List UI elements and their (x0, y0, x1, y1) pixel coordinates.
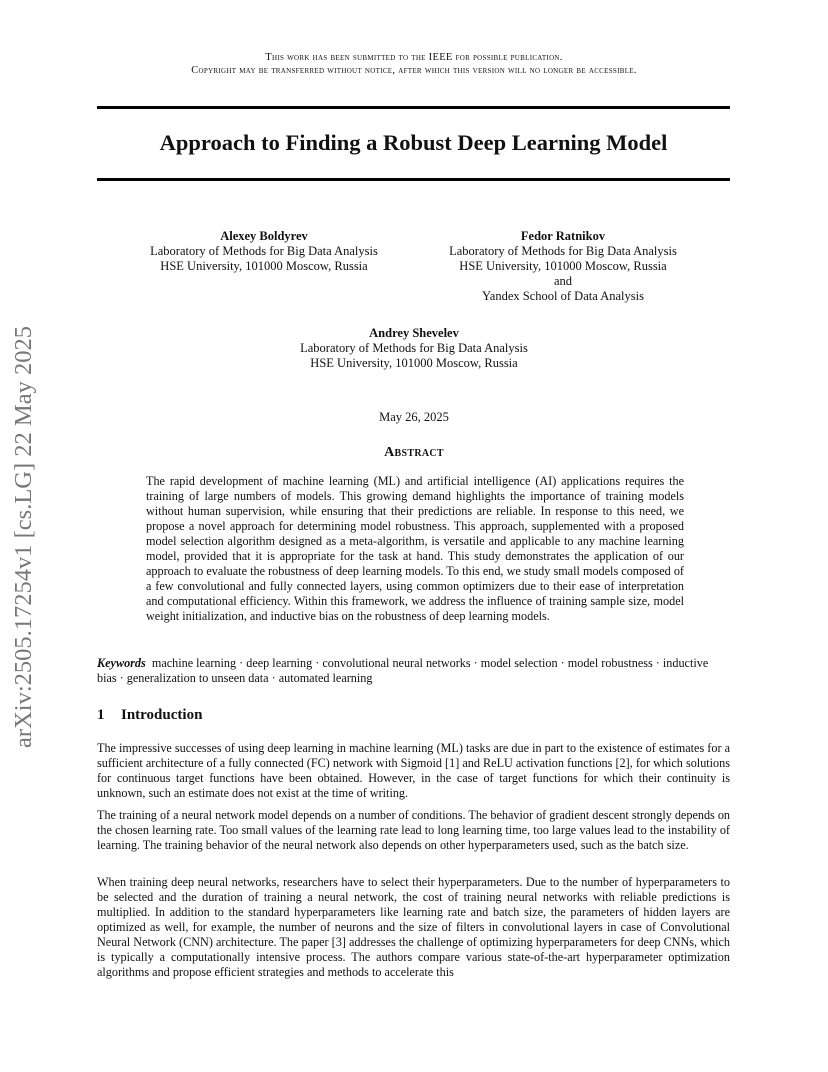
author-affiliation: and (553, 274, 573, 288)
author-name: Andrey Shevelev (369, 326, 459, 340)
author-name: Fedor Ratnikov (520, 229, 606, 243)
author-affiliation: Laboratory of Methods for Big Data Analysis (150, 244, 378, 258)
abstract-text: The rapid development of machine learning (ML) and artificial intelligence (AI) applications requires the training of large numbers of models. This growing demand highlights the importance of training models without human supervision, while ensuring that their predictions are reliable. In response to this need, we propose a novel approach for determining model robustness. This approach, supplemented with a proposed model selection algorithm designed as a meta-algorithm, is versatile and applicable to any machine learning model, provided that it is appropriate for the task at hand. This study demonstrates the application of our approach to evaluate the robustness of deep learning models. To this end, we study small models composed of a few convolutional and fully connected layers, using common optimizers due to their ease of interpretation and computational efficiency. Within this framework, we address the influence of training sample size, model weight initialization, and inductive bias on the robustness of deep learning models. (146, 474, 684, 623)
arxiv-identifier: arXiv:2505.17254v1 [cs.LG] 22 May 2025 (10, 326, 37, 748)
author-affiliation: HSE University, 101000 Moscow, Russia (310, 356, 518, 370)
author-name: Alexey Boldyrev (220, 229, 308, 243)
author-affiliation: HSE University, 101000 Moscow, Russia (160, 259, 368, 273)
body-paragraph: The impressive successes of using deep learning in machine learning (ML) tasks are due in part to the existence of estimates for a sufficient architecture of a fully connected (FC) network with Sigmoid [1] and ReLU activation functions [2], for which solutions for continuous target functions have been obtained. However, in the case of target functions for which their continuity is unknown, such an estimate does not exist at the time of writing. (97, 741, 730, 800)
section-title: Introduction (121, 707, 203, 723)
title-rule-top (97, 106, 730, 109)
submission-notice: This work has been submitted to the IEEE for possible publication. (265, 52, 563, 63)
section-heading (97, 707, 202, 724)
author-affiliation: Yandex School of Data Analysis (482, 289, 644, 303)
title-rule-bottom (97, 178, 730, 181)
author-affiliation: Laboratory of Methods for Big Data Analysis (300, 341, 528, 355)
author-block (114, 229, 414, 274)
author-block (264, 326, 564, 371)
body-paragraph: When training deep neural networks, researchers have to select their hyperparameters. Due to the number of hyperparameters to be selected and the duration of training a neural network, the cost of training neural networks with reliable predictions is multiplied. In addition to the standard hyperparameters like learning rate and batch size, the parameters of hidden layers are optimized as well, for example, the number of neurons and the size of filters in convolutional layers in case of Convolutional Neural Network (CNN) architecture. The paper [3] addresses the challenge of optimizing hyperparameters for deep CNNs, which is typically a computationally intensive process. The authors compare various state-of-the-art hyperparameter optimization algorithms and propose efficient strategies and methods to accelerate this (97, 875, 730, 979)
keywords-label: Keywords (97, 656, 146, 670)
keywords-list: machine learning · deep learning · convolutional neural networks · model selection · model robustness · inductive bias · generalization to unseen data · automated learning (97, 656, 709, 685)
body-paragraph: The training of a neural network model depends on a number of conditions. The behavior of gradient descent strongly depends on the chosen learning rate. Too small values of the learning rate lead to long learning time, too large values lead to the instability of learning. The training behavior of the neural network also depends on other hyperparameters used, such as the batch size. (97, 808, 731, 852)
author-affiliation: HSE University, 101000 Moscow, Russia (459, 259, 667, 273)
abstract-heading: Abstract (384, 445, 444, 460)
author-block (413, 229, 713, 304)
publication-date: May 26, 2025 (379, 410, 449, 424)
copyright-notice: Copyright may be transferred without notice, after which this version will no longer be accessible. (191, 65, 637, 76)
section-number: 1 (97, 707, 105, 723)
keywords-line (97, 656, 730, 686)
author-affiliation: Laboratory of Methods for Big Data Analysis (449, 244, 677, 258)
paper-title: Approach to Finding a Robust Deep Learning Model (159, 130, 668, 155)
arxiv-sidebar (4, 295, 44, 780)
